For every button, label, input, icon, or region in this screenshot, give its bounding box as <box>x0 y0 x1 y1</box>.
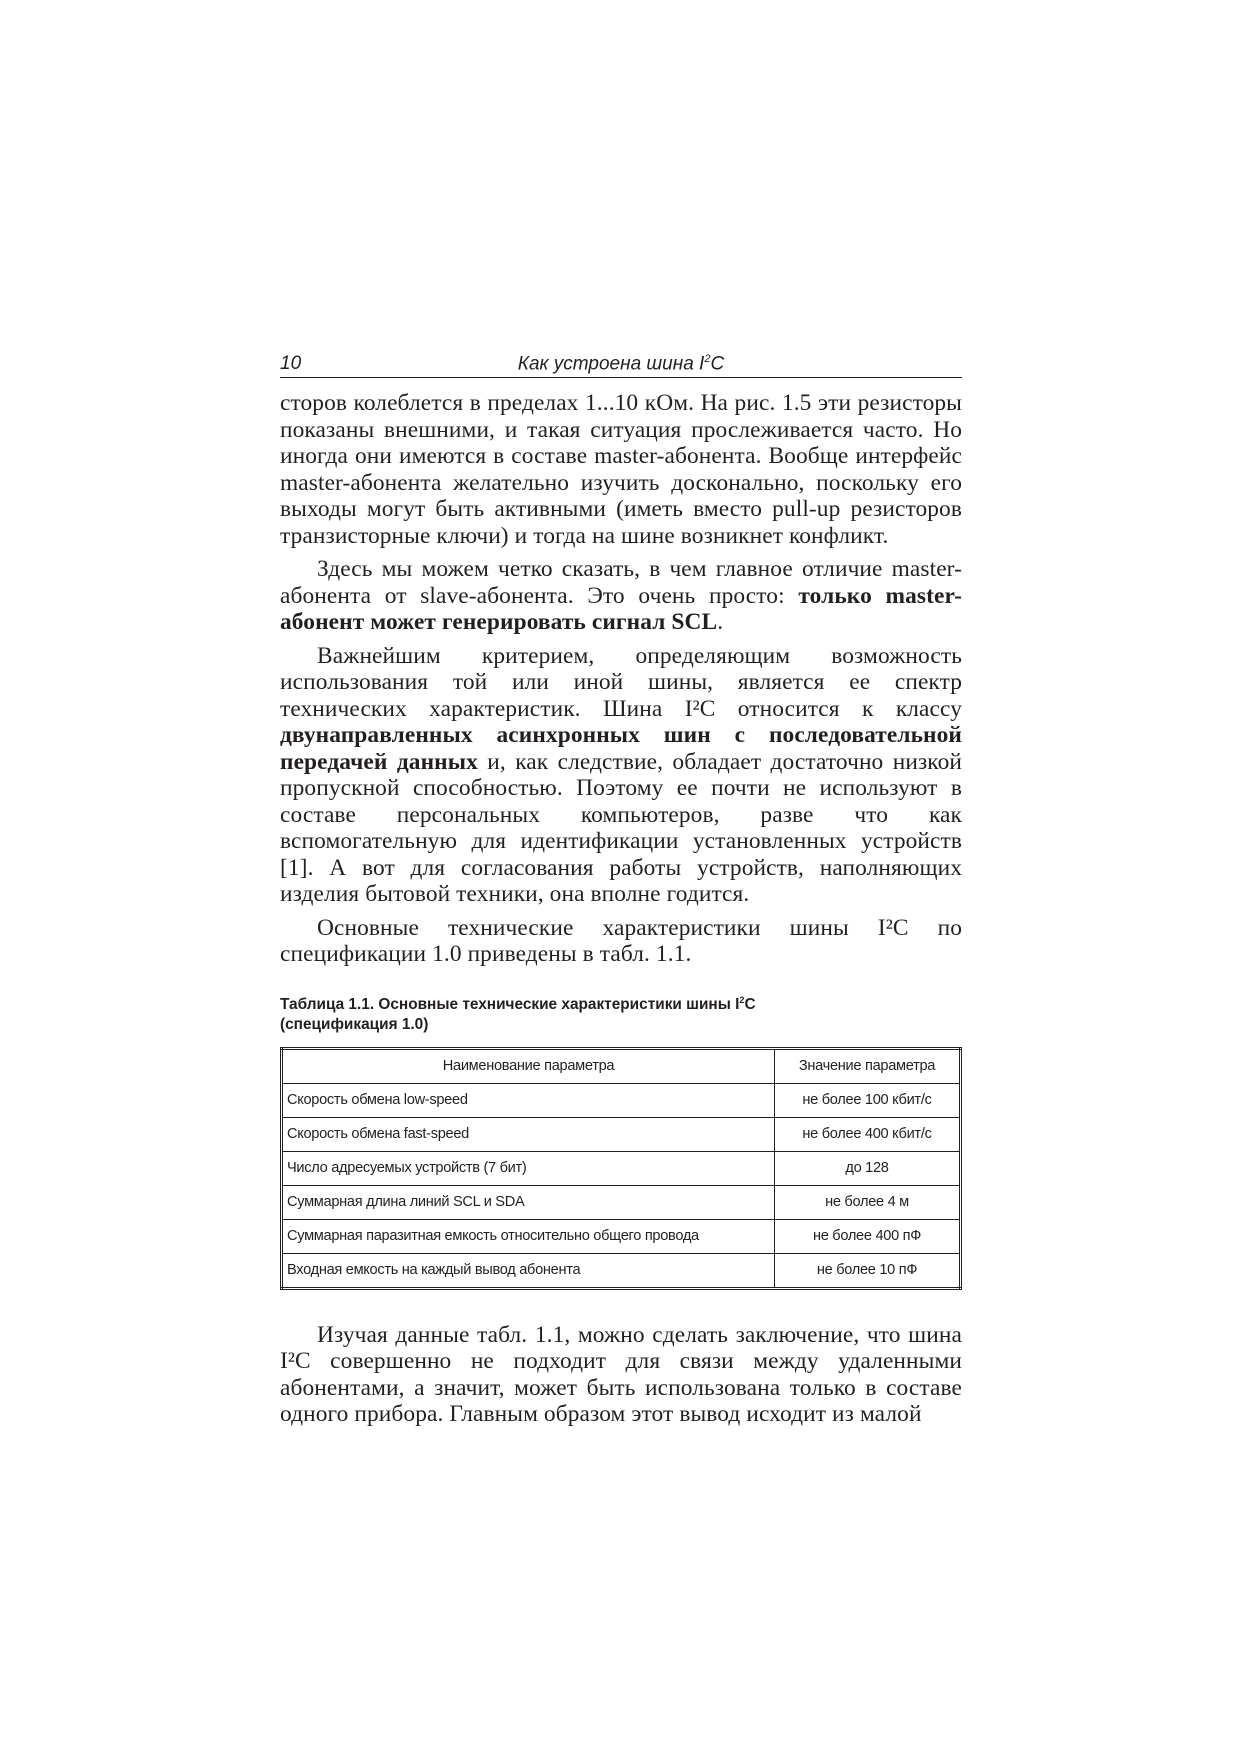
table-caption-text: Таблица 1.1. Основные технические характеристики шины I <box>280 995 740 1013</box>
table-cell-parameter: Входная емкость на каждый вывод абонента <box>282 1253 775 1288</box>
paragraph-2-bold: только master-абонент может генерировать сигнал SCL <box>280 582 962 635</box>
table-caption-line-2: (спецификация 1.0) <box>280 1015 429 1033</box>
running-header <box>280 345 962 378</box>
paragraph-3-bold: двунаправленных асинхронных шин с последовательной передачей данных <box>280 722 962 775</box>
running-title-superscript: 2 <box>704 352 711 365</box>
paragraph-4: Основные технические характеристики шины I²C по спецификации 1.0 приведены в табл. 1.1. <box>280 914 962 967</box>
table-caption-superscript: 2 <box>739 994 745 1005</box>
running-title-text: Как устроена шина I <box>517 353 705 374</box>
paragraph-3-text: Важнейшим критерием, определяющим возможность использования той или иной шины, является ее спектр технических характеристик. Шина I²C относится к классу <box>280 642 962 722</box>
table-cell-parameter: Суммарная паразитная емкость относительно общего провода <box>282 1219 775 1253</box>
spec-table <box>280 1047 962 1290</box>
table-cell-parameter: Суммарная длина линий SCL и SDA <box>282 1185 775 1219</box>
table-row <box>282 1083 961 1117</box>
table-row <box>282 1185 961 1219</box>
paragraph-5: Изучая данные табл. 1.1, можно сделать заключение, что шина I²C совершенно не подходит для связи между удаленными абонентами, а значит, может быть использована только в составе одного прибора. Главным образом этот вывод исходит из малой <box>280 1321 962 1428</box>
page-number: 10 <box>280 353 302 374</box>
running-title <box>320 353 962 375</box>
table-row <box>282 1151 961 1185</box>
table-cell-parameter: Скорость обмена fast-speed <box>282 1117 775 1151</box>
paragraph-2-text: Здесь мы можем четко сказать, в чем главное отличие master-абонента от slave-абонента. Это очень просто: <box>280 556 962 609</box>
paragraph-2 <box>280 556 962 636</box>
table-cell-value: не более 400 кбит/с <box>775 1117 961 1151</box>
table-cell-parameter: Скорость обмена low-speed <box>282 1083 775 1117</box>
table-row <box>282 1219 961 1253</box>
table-row <box>282 1117 961 1151</box>
page-content <box>280 345 962 1435</box>
table-cell-value: не более 400 пФ <box>775 1219 961 1253</box>
table-caption-suffix: C <box>744 995 756 1013</box>
table-cell-value: не более 10 пФ <box>775 1253 961 1288</box>
body-text <box>280 390 962 1428</box>
table-cell-value: не более 100 кбит/с <box>775 1083 961 1117</box>
table-header-parameter: Наименование параметра <box>282 1048 775 1083</box>
table-caption-line-1 <box>280 990 962 1015</box>
table-row <box>282 1253 961 1288</box>
running-title-suffix: C <box>710 353 725 374</box>
paragraph-3 <box>280 643 962 908</box>
table-cell-value: не более 4 м <box>775 1185 961 1219</box>
table-cell-value: до 128 <box>775 1151 961 1185</box>
table-header-value: Значение параметра <box>775 1048 961 1083</box>
table-caption <box>280 990 962 1035</box>
table-cell-parameter: Число адресуемых устройств (7 бит) <box>282 1151 775 1185</box>
paragraph-1: сторов колеблется в пределах 1...10 кОм. На рис. 1.5 эти резисторы показаны внешними, и такая ситуация прослеживается часто. Но иногда они имеются в составе master-абонента. Вообще интерфейс master-абонента желательно изучить досконально, поскольку его выходы могут быть активными (иметь вместо pull-up резисторов транзисторные ключи) и тогда на шине возникнет конфликт. <box>280 390 962 549</box>
paragraph-2-end: . <box>717 609 724 635</box>
paragraph-3-end: и, как следствие, обладает достаточно низкой пропускной способностью. Поэтому ее почти не используют в составе персональных компьютеров, разве что как вспомогательную для идентификации установленных устройств [1]. А вот для согласования работы устройств, наполняющих изделия бытовой техники, она вполне годится. <box>280 748 962 907</box>
table-header-row <box>282 1048 961 1083</box>
